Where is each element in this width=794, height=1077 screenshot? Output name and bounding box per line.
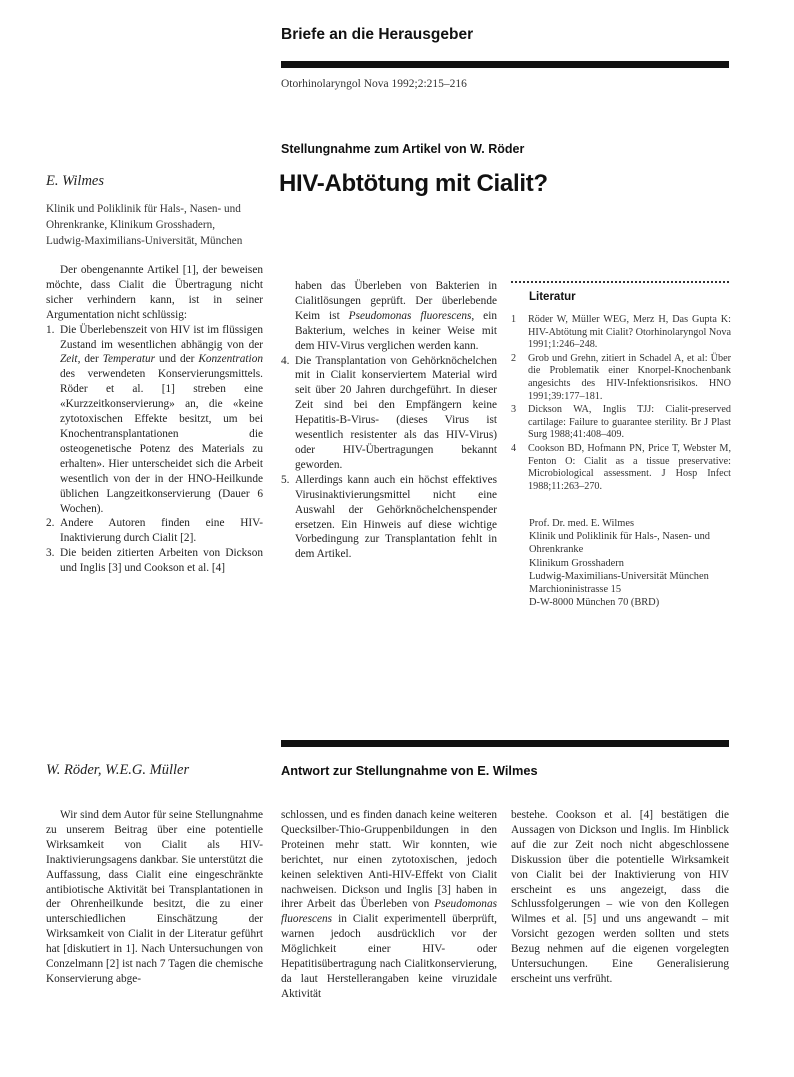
affiliation-line: Ohrenkranke, Klinikum Grosshadern, <box>46 219 216 231</box>
item-number: 5. <box>281 473 290 486</box>
literature-heading: Literatur <box>529 291 576 303</box>
letter-intro: Der obengenannte Artikel [1], der beweisen möchte, dass Cialit die Übertragung nicht sicher verhindern kann, ist in seiner Argumentation nicht schlüssig: <box>46 264 263 321</box>
list-item <box>46 546 263 576</box>
letter-column-2 <box>281 279 497 562</box>
reference-text: Grob und Grehn, zitiert in Schadel A, et al: Über die Problematik einer Knorpel-Knochenbank angesichts des HIV-Infektionsrisikos. HNO 1991;39:177–181. <box>528 352 731 402</box>
reference-item <box>511 443 731 493</box>
letter-points-list-cont <box>281 354 497 563</box>
header-rule <box>281 61 729 68</box>
answer-column-3 <box>511 808 729 987</box>
list-item <box>281 473 497 562</box>
item-text: Die beiden zitierten Arbeiten von Dickson und Inglis [3] und Cookson et al. [4] <box>60 547 263 575</box>
list-item <box>46 516 263 546</box>
item-number: 1. <box>46 323 55 336</box>
item-text: Allerdings kann auch ein höchst effektives Virusinaktivierungsmittel nicht eine Auswahl der Gehörknöchelchenspender ersetzen. Ein Hinweis auf diese wichtige Vorbedingung zur Transplantation fehlt in dem Artikel. <box>295 473 497 561</box>
answer-paragraph: Wir sind dem Autor für seine Stellungnahme zu unserem Beitrag über eine potentielle Wirksamkeit von Cialit als HIV-Inaktivierungsagens dankbar. Sie unterstützt die Auffassung, dass Cialit eine eingeschränkte antibiotische Aktivität bei Transplantationen in der Ohrenheilkunde besitzt, die zu einer unterschiedlichen Einschätzung der Wirksamkeit von Cialit in der Literatur geführt hat [diskutiert in 1]. Nach Untersuchungen von Conzelmann [2] ist nach 7 Tagen die chemische Konservierung abge- <box>46 809 263 985</box>
address-line: Marchioninistrasse 15 <box>529 584 622 596</box>
reference-number: 1 <box>511 314 517 325</box>
item-text: des verwendeten Konservierungsmittels. Röder et al. [1] streben eine «Kurzzeitkonservierung» an, die «keine zytotoxischen Effekte besitzt, um bei Knochentransplantationen die osteogenetische Potenz des Materials zu erhalten». Hier unterscheidet sich die Arbeit wesentlich von der in der HNO-Heilkunde üblichen Langzeitkonservierung (Dauer 6 Wochen). <box>60 368 263 515</box>
answer-rule <box>281 740 729 747</box>
answer-text: in Cialit experimentell überprüft, warnen jedoch ausdrücklich vor der Möglichkeit einer HIV- oder Hepatitisübertragung nach Cialitkonservierung, da laut Herstellerangaben keine viruzidale Aktivität <box>281 913 497 1000</box>
list-item-continuation <box>281 279 497 354</box>
item-emphasis: Zeit, <box>60 353 81 366</box>
reference-number: 2 <box>511 352 517 364</box>
item-emphasis: Temperatur <box>102 353 156 366</box>
item-text: Andere Autoren finden eine HIV-Inaktivierung durch Cialit [2]. <box>60 517 263 545</box>
letter-column-1 <box>46 263 263 576</box>
answer-column-1 <box>46 808 263 987</box>
reference-number: 3 <box>511 404 517 416</box>
literature-divider <box>511 281 729 283</box>
journal-citation: Otorhinolaryngol Nova 1992;2:215–216 <box>281 78 467 90</box>
reference-item <box>511 404 731 442</box>
address-line: D-W-8000 München 70 (BRD) <box>529 597 660 609</box>
address-line: Ludwig-Maximilians-Universität München <box>529 570 709 582</box>
item-number: 3. <box>46 547 55 560</box>
letter-title: HIV-Abtötung mit Cialit? <box>279 170 548 197</box>
letter-points-list <box>46 323 263 576</box>
answer-text: schlossen, und es finden danach keine weiteren Quecksilber-Thio-Gruppenbildungen in den Proteinen mehr statt. Wir konnten, wie berichtet, nur einen zytotoxischen, jedoch keinen selektiven Anti-HIV-Effekt von Cialit nachweisen. Dickson und Inglis [3] haben in ihrer Arbeit das Überleben von <box>281 809 497 911</box>
item-text: ein Bakterium, welches in keiner Weise mit dem HIV-Virus verglichen werden kann. <box>295 309 497 352</box>
item-number: 4. <box>281 354 290 367</box>
reference-list <box>511 314 731 494</box>
address-line: Ohrenkranke <box>529 544 584 556</box>
address-line: Prof. Dr. med. E. Wilmes <box>529 518 635 529</box>
reference-item <box>511 314 731 352</box>
affiliation-line: Klinik und Poliklinik für Hals-, Nasen- und <box>46 203 241 215</box>
list-item <box>281 354 497 473</box>
item-number: 2. <box>46 517 55 530</box>
reference-number: 4 <box>511 442 517 454</box>
item-text: Die Überlebenszeit von HIV ist im flüssigen Zustand im wesentlichen abhängig von der <box>60 323 263 351</box>
answer-authors: W. Röder, W.E.G. Müller <box>46 762 190 778</box>
list-item <box>46 323 263 517</box>
affiliation-line: Ludwig-Maximilians-Universität, München <box>46 235 243 247</box>
section-title: Briefe an die Herausgeber <box>281 26 474 43</box>
item-text: haben das Überleben von Bakterien in Cialitlösungen geprüft. Der überlebende Keim ist <box>295 280 497 322</box>
answer-title: Antwort zur Stellungnahme von E. Wilmes <box>281 763 538 778</box>
reference-item <box>511 353 731 403</box>
item-text: der <box>80 353 103 366</box>
item-text: Die Transplantation von Gehörknöchelchen mit in Cialit konserviertem Material wird seit über 20 Jahren durchgeführt. In dieser Zeit sind bei den Empfängern keine Hepatitis-B-Virus- (dieses Virus ist wesentlich resistenter als das HIV-Virus) oder HIV-Übertragungen bekannt geworden. <box>295 354 497 471</box>
answer-paragraph-end: bestehe. Cookson et al. [4] bestätigen die Aussagen von Dickson und Inglis. Im Hinblick auf die zur Zeit noch nicht abgeschlossene Diskussion über die potentielle Wirksamkeit von Cialit bei der Inaktivierung von HIV erscheint es uns angezeigt, dass die Schlussfolgerungen – wie von den Kollegen Wilmes et al. [5] und uns angewandt – mit Vorsicht gezogen werden sollten und stets Bezug nehmen auf die eigenen vorgelegten Untersuchungen. Eine Generalisierung erscheint uns verfrüht. <box>511 809 729 985</box>
item-emphasis: Pseudomonas fluorescens, <box>348 309 475 322</box>
item-emphasis: Konzentration <box>198 353 263 366</box>
letter-supertitle: Stellungnahme zum Artikel von W. Röder <box>281 142 525 156</box>
reference-text: Dickson WA, Inglis TJJ: Cialit-preserved cartilage: Failure to guarantee sterility. Br J Plast Surg 1988;41:408–409. <box>528 404 731 441</box>
letter-affiliation <box>46 201 271 249</box>
address-line: Klinikum Grosshadern <box>529 557 624 569</box>
letter-author: E. Wilmes <box>46 173 104 189</box>
answer-emphasis: Pseudomonas fluorescens <box>281 898 497 926</box>
answer-paragraph-cont <box>281 808 497 1002</box>
reference-text: Cookson BD, Hofmann PN, Price T, Webster M, Fenton O: Cialit as a tissue preservative: Microbiological assessment. J Hosp Infect 1988;11:263–270. <box>528 442 731 492</box>
address-line: Klinik und Poliklinik für Hals-, Nasen- und <box>529 531 710 543</box>
item-text: und der <box>155 353 199 366</box>
author-address <box>529 517 739 609</box>
reference-text: Röder W, Müller WEG, Merz H, Das Gupta K: HIV-Abtötung mit Cialit? Otorhinolaryngol Nova 1991;1:246–248. <box>528 314 731 351</box>
answer-column-2 <box>281 808 497 1002</box>
